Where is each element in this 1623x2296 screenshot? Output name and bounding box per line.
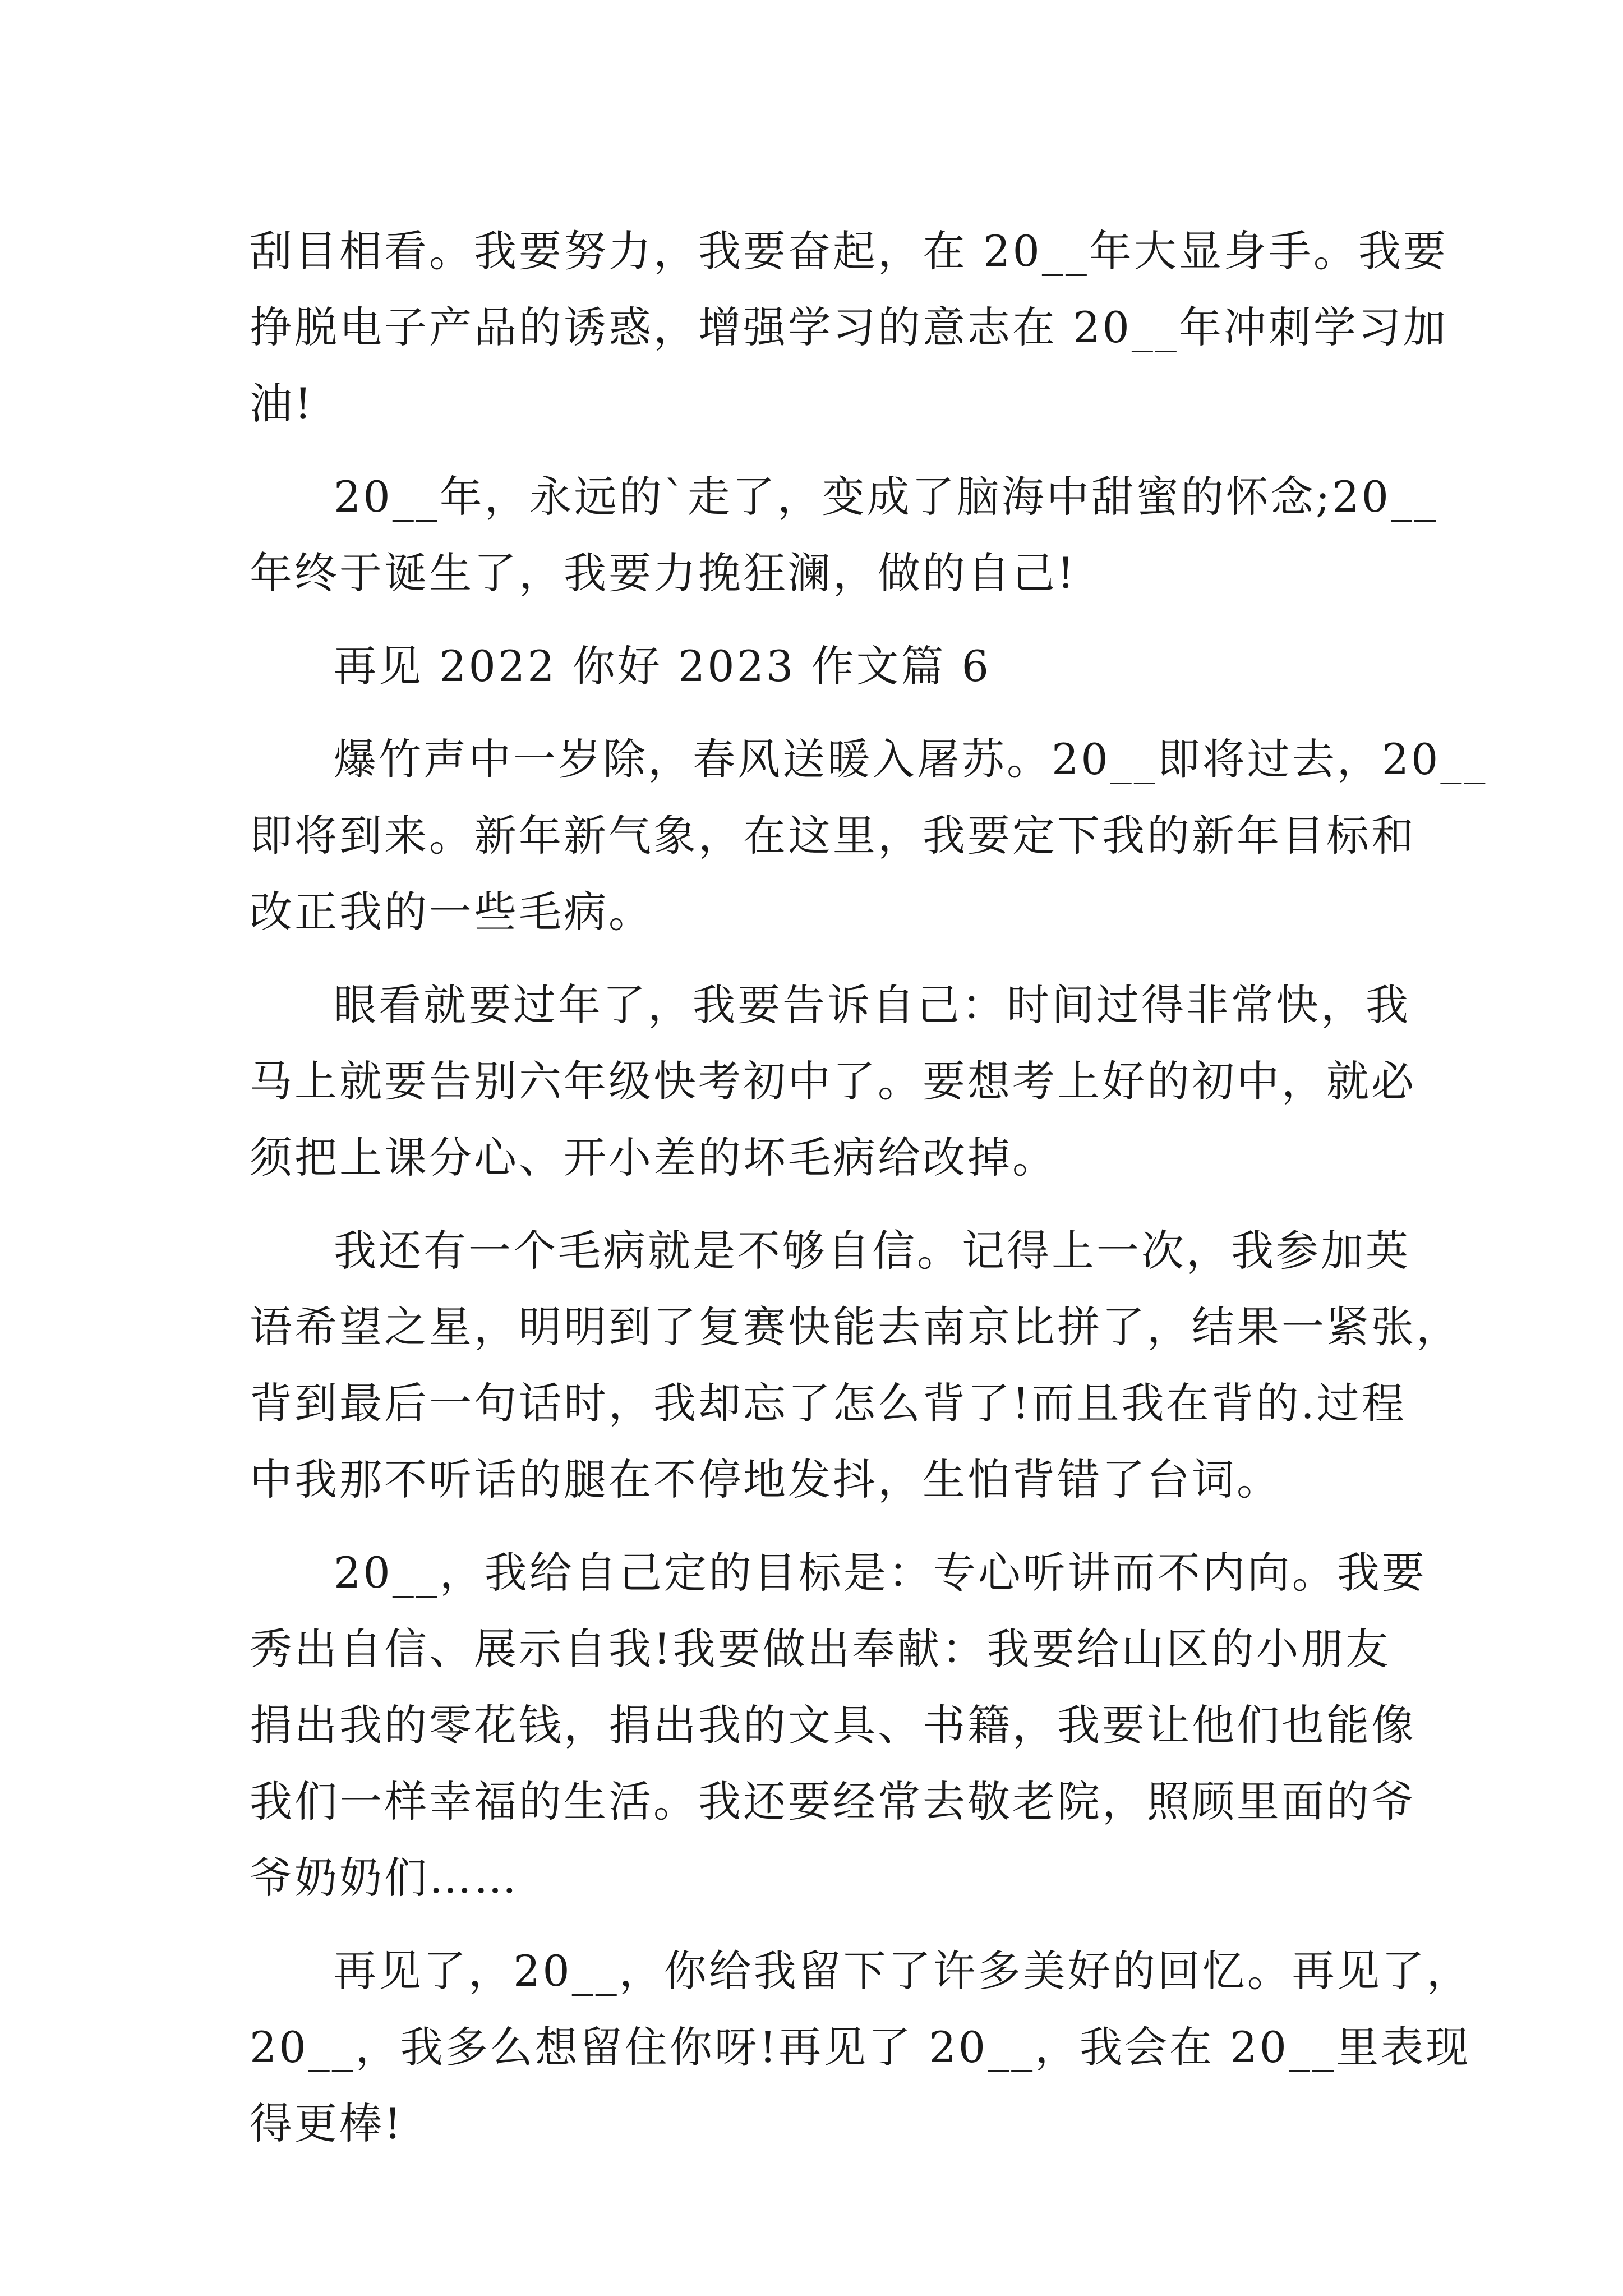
text-line: 刮目相看。我要努力，我要奋起，在 20__年大显身手。我要 [250,226,1448,276]
paragraph-5 [250,967,1416,1196]
text-line: 背到最后一句话时，我却忘了怎么背了!而且我在背的.过程 [250,1378,1407,1428]
section-heading [250,628,1382,705]
text-line: 再见了，20__，你给我留下了许多美好的回忆。再见了， [334,1946,1472,1996]
text-line: 即将到来。新年新气象，在这里，我要定下我的新年目标和 [250,811,1416,861]
paragraph-8 [250,1933,1472,2162]
text-line: 油! [250,379,314,429]
text-line: 眼看就要过年了，我要告诉自己：时间过得非常快，我 [334,980,1410,1030]
text-line: 20__年，永远的`走了，变成了脑海中甜蜜的怀念;20__ [334,472,1438,522]
text-line: 语希望之星，明明到了复赛快能去南京比拼了，结果一紧张， [250,1302,1461,1352]
paragraph-6 [250,1213,1461,1518]
paragraph-4 [250,721,1488,950]
text-line: 爷奶奶们…… [250,1853,519,1903]
text-line: 须把上课分心、开小差的坏毛病给改掉。 [250,1133,1057,1182]
text-line: 改正我的一些毛病。 [250,887,653,937]
document-page [250,213,1488,2162]
text-line: 20__，我给自己定的目标是：专心听讲而不内向。我要 [334,1548,1427,1598]
text-line: 中我那不听话的腿在不停地发抖，生怕背错了台词。 [250,1455,1281,1504]
text-line: 挣脱电子产品的诱惑，增强学习的意志在 20__年冲刺学习加 [250,302,1448,352]
text-line: 我还有一个毛病就是不够自信。记得上一次，我参加英 [334,1226,1410,1276]
text-line: 马上就要告别六年级快考初中了。要想考上好的初中，就必 [250,1056,1416,1106]
paragraph-7 [250,1535,1427,1916]
text-line: 得更棒! [250,2099,404,2148]
heading-line: 再见 2022 你好 2023 作文篇 6 [334,641,991,691]
text-line: 捐出我的零花钱，捐出我的文具、书籍，我要让他们也能像 [250,1700,1416,1750]
paragraph-2 [250,459,1438,611]
text-line: 年终于诞生了，我要力挽狂澜，做的自己! [250,548,1077,598]
paragraph-1 [250,213,1448,442]
text-line: 我们一样幸福的生活。我还要经常去敬老院，照顾里面的爷 [250,1777,1416,1826]
text-line: 秀出自信、展示自我!我要做出奉献：我要给山区的小朋友 [250,1624,1391,1674]
text-line: 20__，我多么想留住你呀!再见了 20__，我会在 20__里表现 [250,2022,1470,2072]
text-line: 爆竹声中一岁除，春风送暖入屠苏。20__即将过去，20__ [334,734,1488,784]
